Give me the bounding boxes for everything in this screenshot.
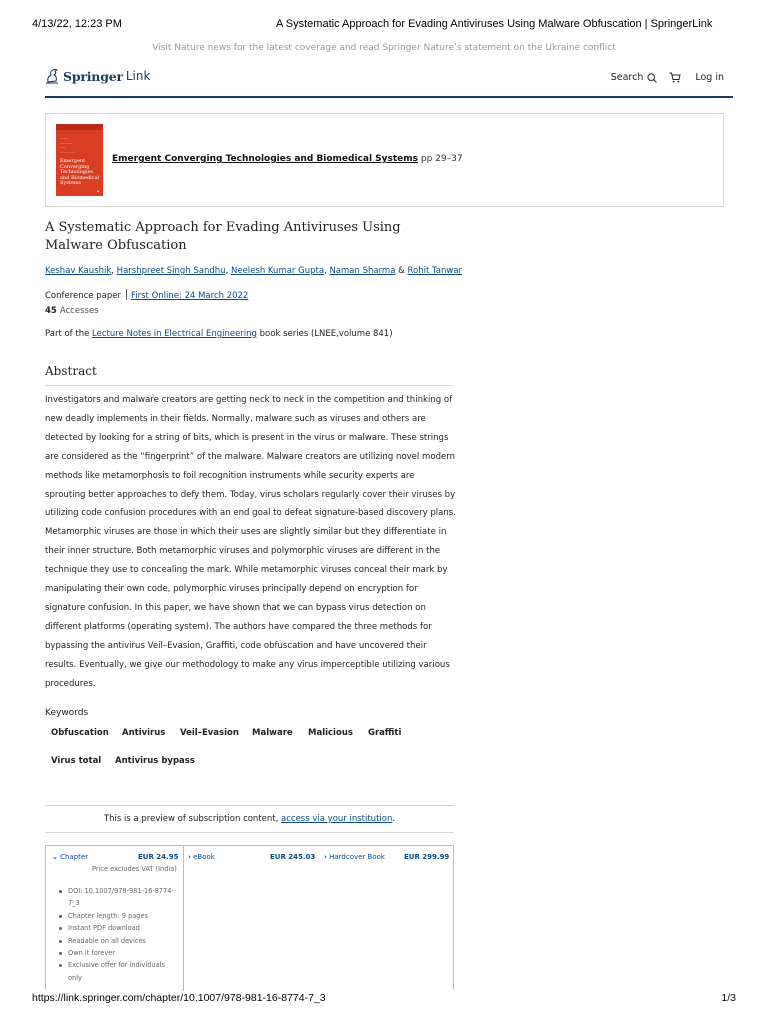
hardcover-price: EUR 299.99: [404, 853, 450, 861]
springer-horse-icon: [45, 68, 59, 84]
keyword-tag[interactable]: Veil–Evasion: [180, 728, 239, 738]
book-cover[interactable]: ——— ———— —— ————— Emergent Converging Technologies and Biomedical Systems ▪: [56, 124, 103, 196]
keyword-tag[interactable]: Malicious: [308, 728, 353, 738]
feature-item: DOI: 10.1007/978-981-16-8774-7_3: [59, 885, 177, 910]
ukraine-notice[interactable]: Visit Nature news for the latest coverage and read Springer Nature’s statement on the Ukraine conflict: [152, 43, 616, 53]
site-header: [45, 62, 733, 98]
feature-item: Instant PDF download: [59, 922, 177, 934]
print-header: [32, 18, 736, 32]
chevron-right-icon: ›: [324, 853, 327, 861]
search-button[interactable]: [611, 72, 658, 83]
print-footer: [32, 992, 736, 1004]
keyword-tag[interactable]: Antivirus: [122, 728, 166, 738]
accesses-label: Accesses: [59, 306, 99, 316]
article-type: Conference paper: [45, 291, 121, 301]
book-pages: pp 29–37: [420, 154, 463, 164]
article-title: A Systematic Approach for Evading Antiviruses Using Malware Obfuscation: [45, 220, 401, 253]
print-url: https://link.springer.com/chapter/10.1007/978-981-16-8774-7_3: [32, 992, 326, 1004]
keyword-tag[interactable]: Antivirus bypass: [115, 756, 195, 766]
book-cover-title: Emergent Converging Technologies and Biomedical Systems: [60, 158, 100, 186]
vat-note: Price excludes VAT (India): [92, 865, 177, 873]
keyword-tag[interactable]: Virus total: [51, 756, 102, 766]
chevron-right-icon: ›: [188, 853, 191, 861]
keywords-heading: Keywords: [45, 708, 89, 718]
cart-icon: [669, 72, 681, 83]
author-link[interactable]: Naman Sharma: [329, 266, 396, 276]
ebook-option[interactable]: › eBook: [188, 853, 215, 861]
institution-access-link[interactable]: access via your institution: [281, 814, 393, 824]
accesses-metric: [45, 306, 99, 316]
author-link[interactable]: Rohit Tanwar: [407, 266, 463, 276]
chapter-features: [59, 885, 177, 984]
header-actions: [611, 72, 724, 83]
book-reference: [112, 154, 463, 164]
login-link[interactable]: Log in: [695, 72, 724, 83]
purchase-box: [45, 845, 454, 990]
print-page-title: A Systematic Approach for Evading Antiviruses Using Malware Obfuscation | SpringerLink: [276, 18, 713, 30]
author-link[interactable]: Keshav Kaushik: [45, 266, 112, 276]
feature-item: Exclusive offer for individuals only: [59, 959, 177, 984]
feature-item: Own it forever: [59, 947, 177, 959]
logo-link-text: Link: [125, 69, 151, 83]
author-list: Keshav Kaushik, Harshpreet Singh Sandhu, Neelesh Kumar Gupta, Naman Sharma & Rohit Tanwar: [45, 266, 463, 276]
cart-button[interactable]: [669, 72, 681, 83]
chapter-toggle[interactable]: [52, 853, 88, 861]
subscription-preview-banner: This is a preview of subscription content, access via your institution.: [45, 805, 454, 833]
abstract-text: Investigators and malware creators are getting neck to neck in the competition and thinking of new deadly implements in their fields. Normally, malware such as viruses and others are detected by looking for a string of bits, which is present in the virus or malware. These strings are considered as the “fingerprint” of the malware. Malware creators are utilizing novel modern methods like metamorphosis to foil recognition instruments while security experts are sprouting better approaches to defy them. Today, virus scholars regularly cover their viruses by utilizing code confusion procedures with an end goal to defeat signature-based discovery plans. Metamorphic viruses are those in which their uses are slightly similar but they differentiate in their inner structure. Both metamorphic viruses and polymorphic viruses are different in the technique they use to concealing the mark. While metamorphic viruses conceal their mark by manipulating their own code, polymorphic viruses principally depend on encryption for signature confusion. In this paper, we have shown that we can bypass virus detection on different platforms (operating system). The authors have compared the three methods for bypassing the antivirus Veil–Evasion, Graffiti, code obfuscation and have uncovered their results. Eventually, we give our methodology to make any virus imperceptible utilizing various procedures.: [45, 395, 456, 689]
search-icon: [647, 73, 657, 83]
first-online-link[interactable]: First Online: 24 March 2022: [131, 291, 249, 301]
chevron-down-icon: ⌄: [52, 853, 58, 861]
book-series: Part of the Lecture Notes in Electrical Engineering book series (LNEE,volume 841): [45, 329, 393, 339]
book-title-link[interactable]: Emergent Converging Technologies and Biomedical Systems: [112, 154, 419, 164]
keyword-tag[interactable]: Graffiti: [368, 728, 402, 738]
print-date: 4/13/22, 12:23 PM: [32, 18, 122, 30]
chapter-price: EUR 24.95: [138, 853, 179, 861]
chapter-label: Chapter: [60, 853, 89, 861]
hardcover-option[interactable]: › Hardcover Book: [324, 853, 385, 861]
feature-item: Chapter length: 9 pages: [59, 910, 177, 922]
series-link[interactable]: Lecture Notes in Electrical Engineering: [92, 329, 257, 339]
chapter-purchase-option: [46, 846, 184, 991]
abstract-heading: Abstract: [45, 364, 454, 386]
print-page-number: 1/3: [721, 992, 736, 1004]
search-label: Search: [610, 72, 644, 83]
book-info-box: [45, 113, 724, 207]
article-meta: [45, 289, 248, 301]
author-link[interactable]: Harshpreet Singh Sandhu: [116, 266, 226, 276]
author-link[interactable]: Neelesh Kumar Gupta: [230, 266, 325, 276]
logo-springer-text: Springer: [63, 68, 123, 84]
ebook-price: EUR 245.03: [270, 853, 316, 861]
keyword-tag[interactable]: Malware: [252, 728, 293, 738]
accesses-count: 45: [45, 306, 57, 316]
springerlink-logo[interactable]: [45, 68, 150, 84]
feature-item: Readable on all devices: [59, 935, 177, 947]
keyword-tag[interactable]: Obfuscation: [51, 728, 109, 738]
